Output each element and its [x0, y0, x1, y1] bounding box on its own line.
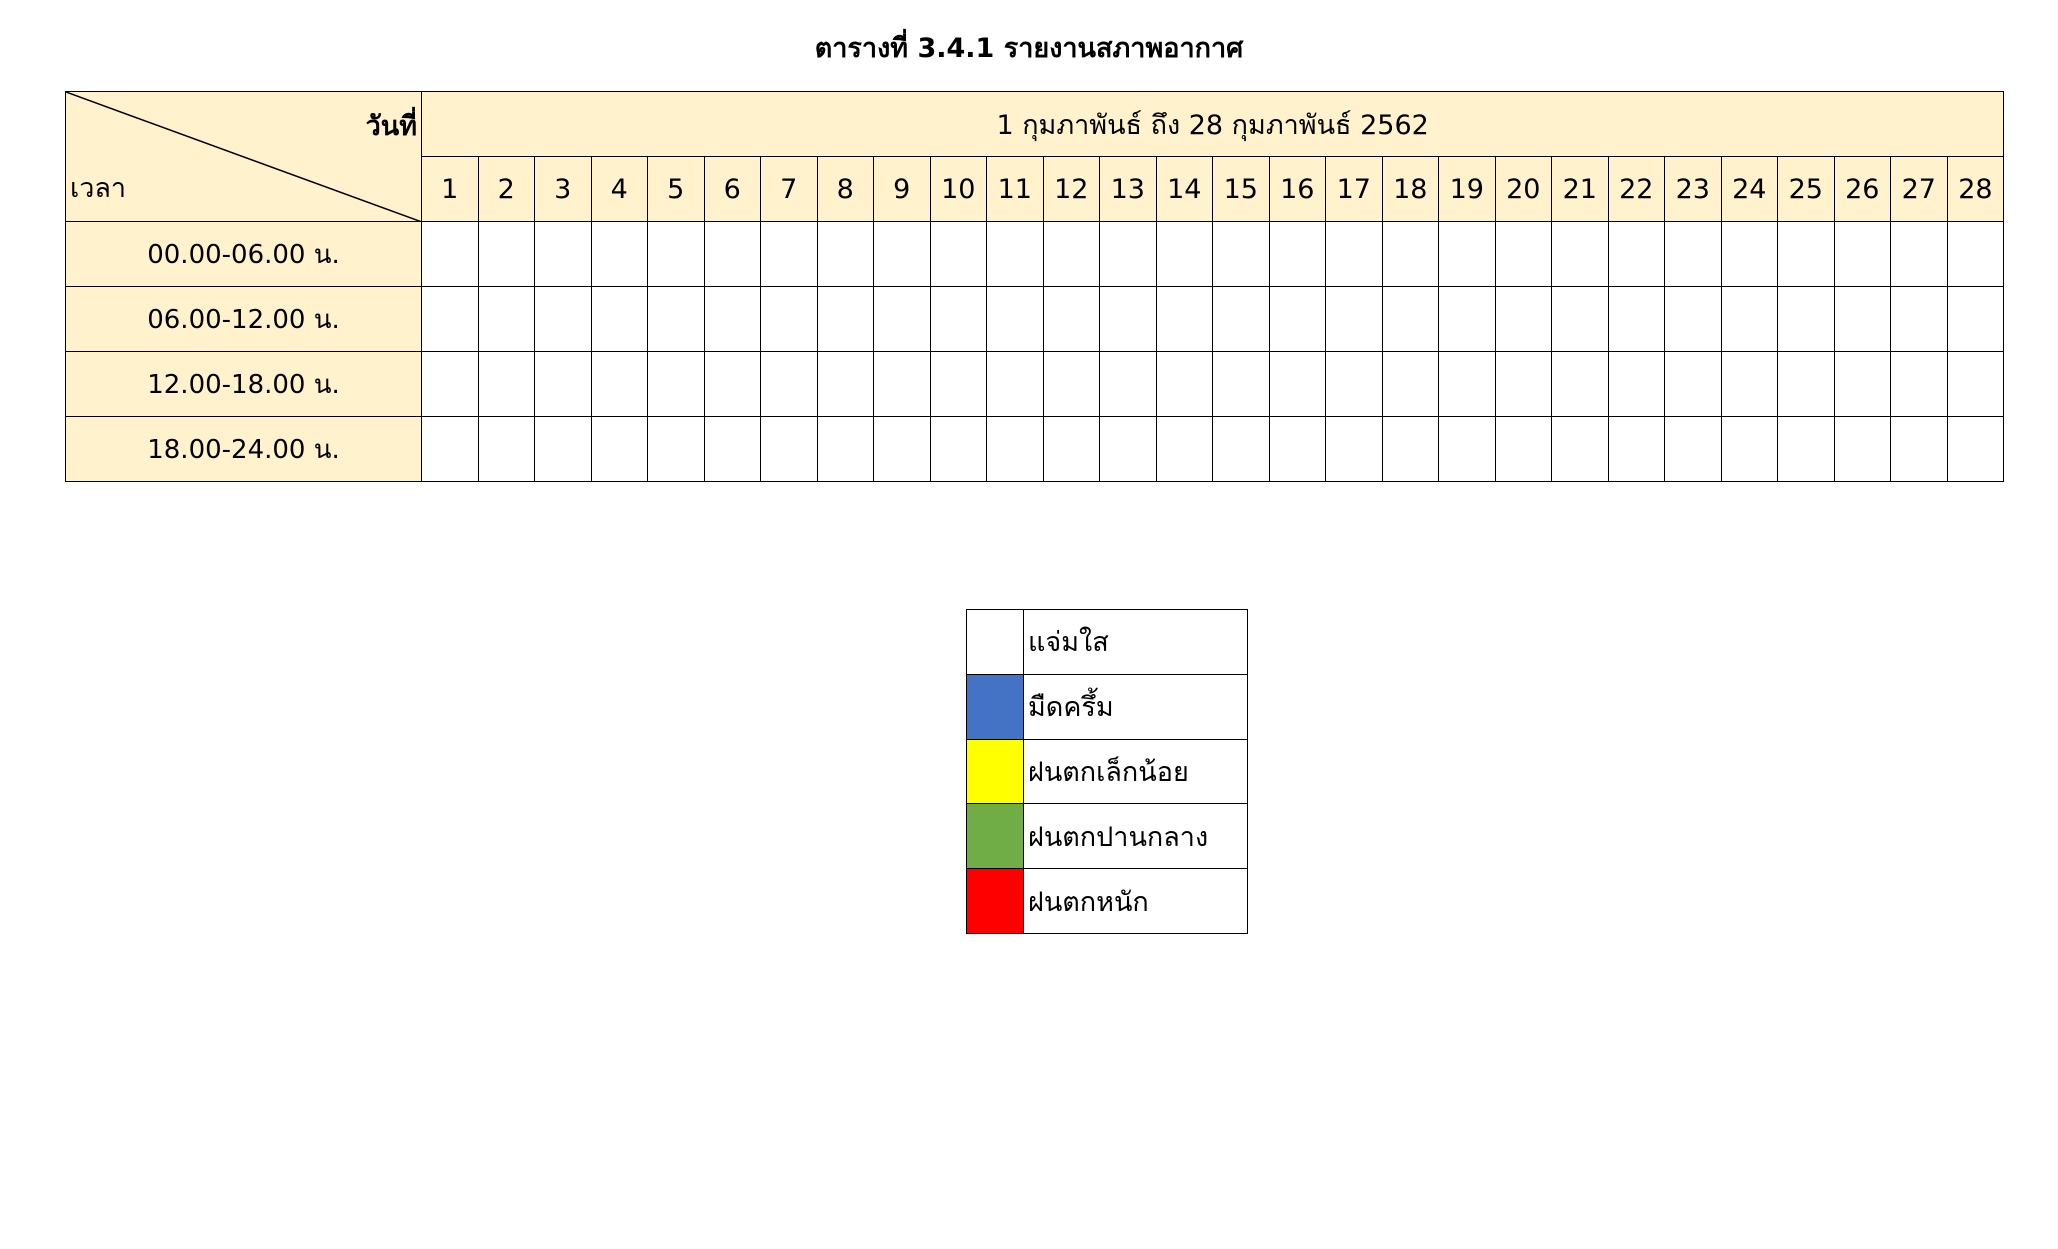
weather-data-cell[interactable]: [422, 352, 479, 417]
weather-data-cell[interactable]: [1834, 287, 1891, 352]
weather-data-cell[interactable]: [1721, 222, 1778, 287]
weather-data-cell[interactable]: [1100, 417, 1157, 482]
legend-label: ฝนตกเล็กน้อย: [1024, 739, 1248, 804]
legend-row: [967, 804, 1248, 869]
day-header-cell: 7: [761, 157, 818, 222]
day-header-cell: 6: [704, 157, 761, 222]
weather-data-cell[interactable]: [1947, 287, 2004, 352]
day-header-cell: 11: [987, 157, 1044, 222]
day-header-cell: 13: [1100, 157, 1157, 222]
weather-data-cell[interactable]: [704, 287, 761, 352]
weather-data-cell[interactable]: [704, 417, 761, 482]
date-axis-label: วันที่: [365, 111, 417, 142]
day-header-cell: 28: [1947, 157, 2004, 222]
weather-data-cell[interactable]: [1891, 287, 1948, 352]
day-header-cell: 1: [422, 157, 479, 222]
weather-data-cell[interactable]: [1608, 287, 1665, 352]
time-slot-label: 00.00-06.00 น.: [66, 222, 422, 287]
weather-data-cell[interactable]: [1100, 352, 1157, 417]
weather-data-cell[interactable]: [1665, 417, 1722, 482]
weather-data-cell[interactable]: [761, 352, 818, 417]
weather-data-cell[interactable]: [930, 352, 987, 417]
weather-data-cell[interactable]: [422, 222, 479, 287]
weather-data-cell[interactable]: [1608, 352, 1665, 417]
weather-data-cell[interactable]: [817, 417, 874, 482]
weather-data-cell[interactable]: [1043, 417, 1100, 482]
legend-label: ฝนตกหนัก: [1024, 869, 1248, 934]
day-header-cell: 17: [1326, 157, 1383, 222]
weather-data-cell[interactable]: [1778, 287, 1835, 352]
weather-data-cell[interactable]: [761, 417, 818, 482]
weather-data-cell[interactable]: [1326, 222, 1383, 287]
legend-color-swatch: [967, 610, 1024, 675]
weather-data-cell[interactable]: [1382, 417, 1439, 482]
document-title: ตารางที่ 3.4.1 รายงานสภาพอากาศ: [814, 33, 1244, 64]
weather-data-cell[interactable]: [1043, 352, 1100, 417]
weather-data-cell[interactable]: [535, 352, 592, 417]
weather-data-cell[interactable]: [1269, 287, 1326, 352]
header-row-range: [66, 92, 2004, 157]
weather-data-cell[interactable]: [987, 287, 1044, 352]
weather-data-cell[interactable]: [1495, 417, 1552, 482]
legend-color-swatch: [967, 674, 1024, 739]
weather-data-cell[interactable]: [1439, 352, 1496, 417]
weather-data-cell[interactable]: [1834, 417, 1891, 482]
weather-data-cell[interactable]: [1269, 222, 1326, 287]
weather-data-cell[interactable]: [1156, 222, 1213, 287]
legend-color-swatch: [967, 804, 1024, 869]
weather-data-cell[interactable]: [1213, 352, 1270, 417]
weather-data-cell[interactable]: [1213, 417, 1270, 482]
weather-data-cell[interactable]: [478, 287, 535, 352]
day-header-cell: 9: [874, 157, 931, 222]
weather-data-cell[interactable]: [535, 417, 592, 482]
day-header-cell: 8: [817, 157, 874, 222]
weather-data-cell[interactable]: [1778, 352, 1835, 417]
time-slot-row: [66, 222, 2004, 287]
weather-data-cell[interactable]: [1608, 417, 1665, 482]
weather-data-cell[interactable]: [987, 417, 1044, 482]
weather-data-cell[interactable]: [1552, 352, 1609, 417]
weather-data-cell[interactable]: [874, 287, 931, 352]
weather-report-table: [65, 91, 2004, 482]
weather-data-cell[interactable]: [591, 222, 648, 287]
day-header-cell: 3: [535, 157, 592, 222]
weather-data-cell[interactable]: [930, 417, 987, 482]
weather-data-cell[interactable]: [1721, 417, 1778, 482]
day-header-cell: 27: [1891, 157, 1948, 222]
weather-data-cell[interactable]: [987, 222, 1044, 287]
legend-label: แจ่มใส: [1024, 610, 1248, 675]
weather-data-cell[interactable]: [1495, 287, 1552, 352]
weather-data-cell[interactable]: [591, 287, 648, 352]
day-header-cell: 18: [1382, 157, 1439, 222]
weather-data-cell[interactable]: [422, 417, 479, 482]
weather-data-cell[interactable]: [1665, 352, 1722, 417]
weather-data-cell[interactable]: [478, 352, 535, 417]
weather-data-cell[interactable]: [704, 352, 761, 417]
weather-data-cell[interactable]: [1834, 222, 1891, 287]
weather-data-cell[interactable]: [704, 222, 761, 287]
weather-data-cell[interactable]: [1156, 287, 1213, 352]
weather-data-cell[interactable]: [1043, 222, 1100, 287]
weather-data-cell[interactable]: [1721, 287, 1778, 352]
weather-data-cell[interactable]: [1495, 222, 1552, 287]
weather-data-cell[interactable]: [648, 287, 705, 352]
day-header-cell: 12: [1043, 157, 1100, 222]
weather-data-cell[interactable]: [1326, 417, 1383, 482]
day-header-cell: 23: [1665, 157, 1722, 222]
time-slot-row: [66, 352, 2004, 417]
weather-data-cell[interactable]: [1326, 352, 1383, 417]
weather-data-cell[interactable]: [1156, 417, 1213, 482]
day-header-cell: 2: [478, 157, 535, 222]
weather-data-cell[interactable]: [1552, 417, 1609, 482]
weather-data-cell[interactable]: [1100, 222, 1157, 287]
day-header-cell: 14: [1156, 157, 1213, 222]
weather-data-cell[interactable]: [1213, 287, 1270, 352]
legend-row: [967, 674, 1248, 739]
weather-data-cell[interactable]: [422, 287, 479, 352]
day-header-cell: 15: [1213, 157, 1270, 222]
weather-data-cell[interactable]: [1552, 287, 1609, 352]
weather-data-cell[interactable]: [874, 222, 931, 287]
weather-data-cell[interactable]: [1156, 352, 1213, 417]
date-range-header: 1 กุมภาพันธ์ ถึง 28 กุมภาพันธ์ 2562: [422, 92, 2004, 157]
weather-data-cell[interactable]: [761, 287, 818, 352]
weather-data-cell[interactable]: [1269, 417, 1326, 482]
time-slot-label: 18.00-24.00 น.: [66, 417, 422, 482]
day-header-cell: 24: [1721, 157, 1778, 222]
weather-data-cell[interactable]: [1665, 222, 1722, 287]
weather-data-cell[interactable]: [1382, 222, 1439, 287]
weather-data-cell[interactable]: [987, 352, 1044, 417]
weather-data-cell[interactable]: [1269, 352, 1326, 417]
weather-data-cell[interactable]: [817, 352, 874, 417]
weather-data-cell[interactable]: [1382, 352, 1439, 417]
weather-data-cell[interactable]: [1891, 222, 1948, 287]
legend-color-swatch: [967, 869, 1024, 934]
weather-data-cell[interactable]: [1382, 287, 1439, 352]
weather-data-cell[interactable]: [1891, 417, 1948, 482]
day-header-cell: 5: [648, 157, 705, 222]
weather-data-cell[interactable]: [1439, 417, 1496, 482]
weather-data-cell[interactable]: [1326, 287, 1383, 352]
weather-data-cell[interactable]: [874, 352, 931, 417]
weather-legend: [966, 609, 1248, 934]
weather-data-cell[interactable]: [1608, 222, 1665, 287]
weather-data-cell[interactable]: [1947, 222, 2004, 287]
legend-label: ฝนตกปานกลาง: [1024, 804, 1248, 869]
weather-data-cell[interactable]: [648, 417, 705, 482]
weather-data-cell[interactable]: [535, 222, 592, 287]
weather-data-cell[interactable]: [1439, 222, 1496, 287]
weather-data-cell[interactable]: [817, 222, 874, 287]
weather-data-cell[interactable]: [1891, 352, 1948, 417]
weather-data-cell[interactable]: [1100, 287, 1157, 352]
weather-data-cell[interactable]: [817, 287, 874, 352]
weather-data-cell[interactable]: [1947, 352, 2004, 417]
legend-row: [967, 869, 1248, 934]
time-slot-label: 06.00-12.00 น.: [66, 287, 422, 352]
legend-color-swatch: [967, 739, 1024, 804]
weather-data-cell[interactable]: [478, 417, 535, 482]
weather-data-cell[interactable]: [535, 287, 592, 352]
weather-data-cell[interactable]: [1043, 287, 1100, 352]
weather-data-cell[interactable]: [478, 222, 535, 287]
day-header-cell: 10: [930, 157, 987, 222]
day-header-cell: 21: [1552, 157, 1609, 222]
weather-data-cell[interactable]: [1495, 352, 1552, 417]
day-header-cell: 19: [1439, 157, 1496, 222]
weather-data-cell[interactable]: [930, 287, 987, 352]
weather-data-cell[interactable]: [1439, 287, 1496, 352]
weather-data-cell[interactable]: [1665, 287, 1722, 352]
weather-data-cell[interactable]: [1834, 352, 1891, 417]
weather-data-cell[interactable]: [761, 222, 818, 287]
weather-data-cell[interactable]: [648, 222, 705, 287]
day-header-cell: 16: [1269, 157, 1326, 222]
time-slot-row: [66, 417, 2004, 482]
legend-row: [967, 739, 1248, 804]
weather-data-cell[interactable]: [1778, 222, 1835, 287]
weather-data-cell[interactable]: [648, 352, 705, 417]
legend-label: มืดครึ้ม: [1024, 674, 1248, 739]
day-header-cell: 4: [591, 157, 648, 222]
weather-data-cell[interactable]: [1947, 417, 2004, 482]
legend-row: [967, 610, 1248, 675]
weather-data-cell[interactable]: [930, 222, 987, 287]
weather-data-cell[interactable]: [1552, 222, 1609, 287]
time-slot-row: [66, 287, 2004, 352]
weather-data-cell[interactable]: [1213, 222, 1270, 287]
day-header-cell: 26: [1834, 157, 1891, 222]
time-slot-label: 12.00-18.00 น.: [66, 352, 422, 417]
weather-data-cell[interactable]: [1721, 352, 1778, 417]
weather-data-cell[interactable]: [1778, 417, 1835, 482]
day-header-cell: 22: [1608, 157, 1665, 222]
day-header-cell: 20: [1495, 157, 1552, 222]
weather-data-cell[interactable]: [591, 352, 648, 417]
corner-header-cell: [66, 92, 422, 222]
day-header-cell: 25: [1778, 157, 1835, 222]
weather-data-cell[interactable]: [874, 417, 931, 482]
time-axis-label: เวลา: [70, 173, 127, 204]
weather-data-cell[interactable]: [591, 417, 648, 482]
